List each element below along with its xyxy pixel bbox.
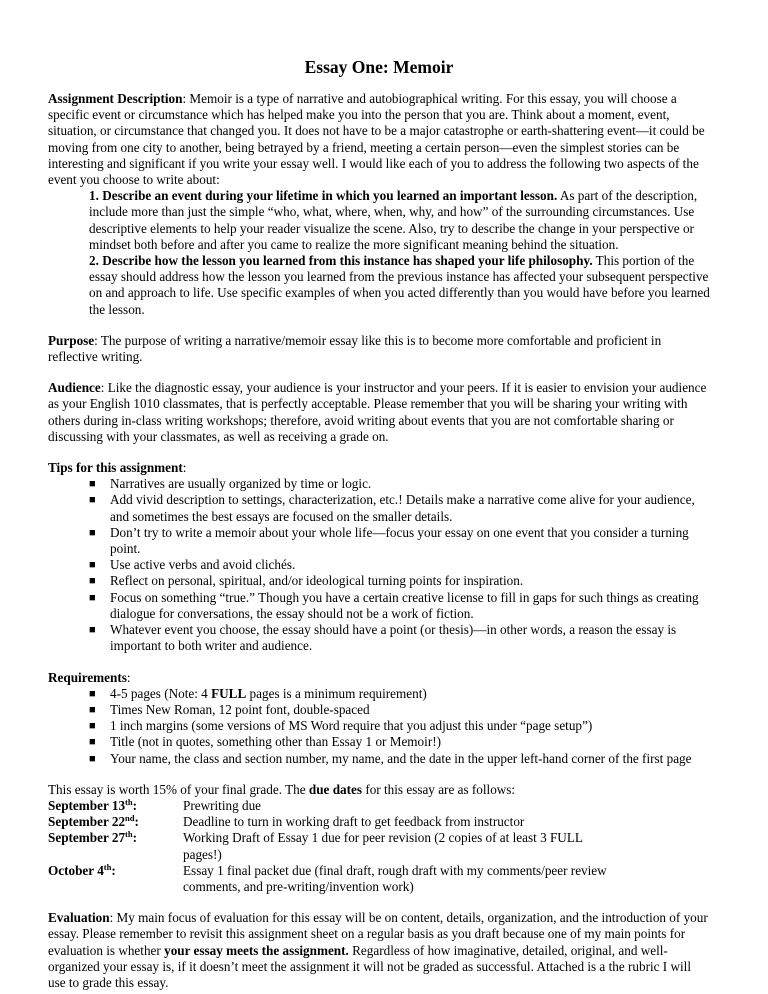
tip-text: Narratives are usually organized by time or logic. <box>110 476 372 492</box>
bullet-icon: ■ <box>89 720 96 733</box>
req-text: 1 inch margins (some versions of MS Word require that you adjust this under “page setup”) <box>110 718 593 734</box>
list-item <box>89 476 710 492</box>
list-item <box>89 525 710 557</box>
page-title: Essay One: Memoir <box>304 57 454 77</box>
description-heading: Assignment Description <box>48 91 183 106</box>
bullet-icon: ■ <box>89 494 96 507</box>
due-intro-post: for this essay are as follows: <box>362 781 516 797</box>
tip-text: Reflect on personal, spiritual, and/or ideological turning points for inspiration. <box>110 573 524 589</box>
list-item <box>89 718 710 734</box>
evaluation-text-bold: your essay meets the assignment. <box>164 942 349 958</box>
bullet-icon: ■ <box>89 526 96 539</box>
tip-text: Focus on something “true.” Though you have a certain creative license to fill in gaps for such things as creating dialogue for conversations, the essay should not be a work of fiction. <box>110 589 699 621</box>
point-2-text: This portion of the essay should address how the lesson you learned from the previous instance has affected your subsequent perspective on and approach to life. Use specific examples of when you acted differently than you would have before you learned the lesson. <box>89 253 710 317</box>
list-item <box>89 573 710 589</box>
date-row <box>48 830 710 862</box>
bullet-icon: ■ <box>89 703 96 716</box>
evaluation-heading: Evaluation <box>48 910 110 926</box>
date-colon: : <box>134 814 139 830</box>
req-text: Times New Roman, 12 point font, double-spaced <box>110 701 370 717</box>
req-text-bold: FULL <box>211 685 247 701</box>
tips-list <box>48 476 710 654</box>
point-2-heading: 2. Describe how the lesson you learned from this instance has shaped your life philosophy. <box>89 253 593 269</box>
tips-colon: : <box>182 460 187 476</box>
bullet-icon: ■ <box>89 624 96 637</box>
date-colon: : <box>132 797 138 813</box>
evaluation-paragraph <box>48 910 710 991</box>
point-1-heading: 1. Describe an event during your lifetime in which you learned an important lesson. <box>89 188 558 204</box>
date-text: Essay 1 final packet due (final draft, rough draft with my comments/peer review comments, and pre-writing/invention work) <box>183 862 607 894</box>
tips-heading: Tips for this assignment <box>48 460 183 476</box>
evaluation-text-pre: : My main focus of evaluation for this essay will be on content, details, organization, and the introduction of your essay. Please remember to revisit this assignment sheet on a regular basis as you draft because one of my main points for evaluation is whether <box>48 910 708 958</box>
list-item <box>89 590 710 622</box>
requirements-title <box>48 670 710 686</box>
point-1 <box>89 188 710 253</box>
date-month: October 4 <box>48 862 104 878</box>
requirements-section <box>48 670 710 767</box>
description-paragraph <box>48 91 710 188</box>
date-text: Working Draft of Essay 1 due for peer revision (2 copies of at least 3 FULL pages!) <box>183 830 583 862</box>
tip-text: Don’t try to write a memoir about your whole life—focus your essay on one event that you consider a turning point. <box>110 524 689 557</box>
date-text: Prewriting due <box>183 797 262 813</box>
audience-paragraph <box>48 380 710 445</box>
audience-text: : Like the diagnostic essay, your audience is your instructor and your peers. If it is easier to envision your audience as your English 1010 classmates, that is perfectly acceptable. Please remember that you will be sharing your writing with others during in-class writing workshops; therefore, avoid writing about events that you are not comfortable sharing or discussing with your classmates, as well as receiving a grade on. <box>48 380 707 444</box>
date-month: September 13 <box>48 797 126 813</box>
tip-text: Whatever event you choose, the essay should have a point (or thesis)—in other words, a reason the essay is important to both writer and audience. <box>110 622 677 654</box>
list-item <box>89 686 710 702</box>
evaluation-text-post: Regardless of how imaginative, detailed, original, and well-organized your essay is, if it doesn’t meet the assignment it will not be graded as successful. Attached is a the rubric I will use to grade this essay. <box>48 942 691 990</box>
point-1-text: As part of the description, include more than just the simple “who, what, where, when, why, and how” of the surrounding circumstances. Use descriptive elements to help your reader visualize the scene. Also, try to describe the change in your perspective or mindset both before and after you came to realize the more significant meaning behind the situation. <box>89 188 698 252</box>
tips-title <box>48 460 710 476</box>
date-colon: : <box>132 830 138 846</box>
date-month: September 27 <box>48 830 126 846</box>
req-text-pre: 4-5 pages (Note: 4 <box>110 685 212 701</box>
req-text: Title (not in quotes, something other than Essay 1 or Memoir!) <box>110 734 441 750</box>
bullet-icon: ■ <box>89 752 96 765</box>
description-text: : Memoir is a type of narrative and autobiographical writing. For this essay, you will choose a specific event or circumstance which has helped make you into the person that you are. Think about a moment, event, situation, or circumstance that changed you. It does not have to be a major catastrophe or earth-shattering event—it could be moving from one city to another, being betrayed by a friend, meeting a certain person—even the simplest stories can be interesting and significant if you write your essay well. I would like each of you to address the following two aspects of the event you choose to write about: <box>48 91 705 188</box>
date-label <box>48 863 183 895</box>
bullet-icon: ■ <box>89 736 96 749</box>
assignment-description-section <box>48 91 710 318</box>
due-dates-section <box>48 782 710 895</box>
date-suffix: th <box>125 829 133 840</box>
due-intro-pre: This essay is worth 15% of your final grade. The <box>48 781 309 797</box>
date-suffix: nd <box>125 813 135 824</box>
due-intro-bold: due dates <box>308 781 363 797</box>
bullet-icon: ■ <box>89 575 96 588</box>
list-item <box>89 492 710 524</box>
purpose-heading: Purpose <box>48 332 95 348</box>
bullet-icon: ■ <box>89 687 96 700</box>
date-row <box>48 798 710 814</box>
tip-text: Add vivid description to settings, characterization, etc.! Details make a narrative come alive for your audience, and sometimes the best essays are focused on the smaller details. <box>110 492 695 524</box>
list-item <box>89 702 710 718</box>
list-item <box>89 557 710 573</box>
date-label <box>48 814 183 830</box>
point-2 <box>89 253 710 318</box>
date-month: September 22 <box>48 814 126 830</box>
date-text: Deadline to turn in working draft to get feedback from instructor <box>183 814 525 830</box>
date-suffix: th <box>125 796 133 807</box>
bullet-icon: ■ <box>89 559 96 572</box>
purpose-text: : The purpose of writing a narrative/memoir essay like this is to become more comfortable and proficient in reflective writing. <box>48 332 662 365</box>
requirements-heading: Requirements <box>48 669 127 685</box>
tip-text: Use active verbs and avoid clichés. <box>110 557 296 573</box>
audience-section <box>48 380 710 445</box>
purpose-paragraph <box>48 333 710 365</box>
list-item <box>89 751 710 767</box>
bullet-icon: ■ <box>89 478 96 491</box>
evaluation-section <box>48 910 710 991</box>
date-row <box>48 814 710 830</box>
audience-heading: Audience <box>48 380 101 396</box>
tips-section <box>48 460 710 654</box>
bullet-icon: ■ <box>89 591 96 604</box>
req-text-post: pages is a minimum requirement) <box>246 685 427 701</box>
date-label <box>48 830 183 862</box>
list-item <box>89 622 710 654</box>
requirements-list <box>48 686 710 767</box>
purpose-section <box>48 333 710 365</box>
date-suffix: th <box>103 861 112 872</box>
requirements-colon: : <box>126 669 131 685</box>
date-row <box>48 863 710 895</box>
due-dates-intro <box>48 782 710 798</box>
date-label <box>48 798 183 814</box>
list-item <box>89 734 710 750</box>
date-colon: : <box>111 862 116 878</box>
req-text: Your name, the class and section number, my name, and the date in the upper left-hand corner of the first page <box>110 750 692 766</box>
